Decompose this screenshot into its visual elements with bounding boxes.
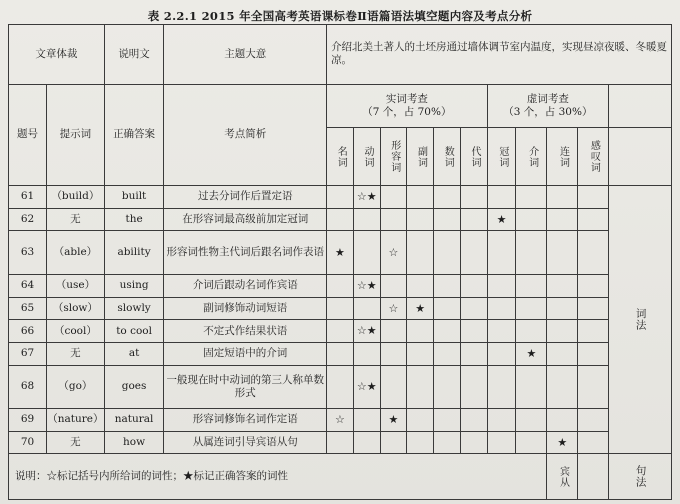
pos-mark-2: ☆ [380,231,407,274]
pos-mark-1 [353,342,380,365]
pos-mark-6 [487,186,516,209]
pos-mark-7 [516,231,547,274]
pos-mark-2 [380,208,407,231]
pos-mark-7 [516,274,547,297]
question-number: 62 [9,208,47,231]
pos-mark-6 [487,231,516,274]
pos-mark-3: ★ [407,297,434,320]
pos-mark-8 [547,186,578,209]
question-number: 63 [9,231,47,274]
pos-mark-1 [353,409,380,432]
hint-word: 无 [47,208,105,231]
pos-mark-1 [353,297,380,320]
pos-mark-1: ☆★ [353,186,380,209]
pos-mark-0 [327,431,354,454]
hint-word: （cool） [47,320,105,343]
pos-mark-5 [460,342,487,365]
pos-header-1: 动词 [353,128,380,186]
pos-mark-7 [516,320,547,343]
pos-mark-8 [547,208,578,231]
correct-answer: at [104,342,164,365]
footer-conj-partial: 宾从 [547,454,578,500]
pos-mark-2 [380,431,407,454]
correct-answer: using [104,274,164,297]
category-word: 词法 [609,186,672,454]
pos-mark-0 [327,365,354,408]
pos-mark-9 [578,274,609,297]
footer-note: 说明：☆标记括号内所给词的词性；★标记正确答案的词性 [9,454,547,500]
blank-header-cell [609,84,672,127]
col-answer-header: 正确答案 [104,84,164,185]
pos-mark-4 [434,431,461,454]
pos-mark-0 [327,297,354,320]
pos-mark-6: ★ [487,208,516,231]
genre-row [9,25,672,85]
pos-mark-5 [460,208,487,231]
question-number: 68 [9,365,47,408]
pos-mark-4 [434,365,461,408]
hint-word: （build） [47,186,105,209]
pos-header-2: 形容词 [380,128,407,186]
col-analysis-header: 考点简析 [164,84,327,185]
pos-mark-2 [380,320,407,343]
pos-mark-6 [487,297,516,320]
analysis-text: 从属连词引导宾语从句 [164,431,327,454]
pos-mark-1 [353,431,380,454]
pos-mark-7 [516,365,547,408]
pos-header-6: 冠词 [487,128,516,186]
pos-mark-6 [487,365,516,408]
pos-mark-2 [380,365,407,408]
pos-header-5: 代词 [460,128,487,186]
pos-mark-1: ☆★ [353,274,380,297]
pos-mark-8 [547,409,578,432]
pos-mark-2 [380,186,407,209]
pos-mark-6 [487,431,516,454]
content-words-title: 实词考查 [385,92,428,105]
pos-mark-3 [407,342,434,365]
correct-answer: slowly [104,297,164,320]
pos-mark-4 [434,274,461,297]
table-row [9,365,672,408]
hint-word: （go） [47,365,105,408]
pos-mark-9 [578,365,609,408]
pos-header-0: 名词 [327,128,354,186]
correct-answer: built [104,186,164,209]
pos-mark-3 [407,231,434,274]
hint-word: （use） [47,274,105,297]
question-number: 70 [9,431,47,454]
analysis-text: 在形容词最高级前加定冠词 [164,208,327,231]
pos-mark-1: ☆★ [353,320,380,343]
pos-mark-9 [578,409,609,432]
pos-mark-3 [407,320,434,343]
pos-mark-0: ★ [327,231,354,274]
pos-mark-3 [407,431,434,454]
col-hint-header: 提示词 [47,84,105,185]
correct-answer: ability [104,231,164,274]
hint-word: （able） [47,231,105,274]
function-words-sub: （3 个，占 30%） [503,106,593,119]
pos-mark-3 [407,365,434,408]
pos-mark-6 [487,274,516,297]
pos-mark-5 [460,231,487,274]
category-row [9,84,672,127]
pos-mark-5 [460,409,487,432]
analysis-text: 副词修饰动词短语 [164,297,327,320]
question-number: 67 [9,342,47,365]
pos-mark-9 [578,186,609,209]
pos-mark-0 [327,320,354,343]
hint-word: （nature） [47,409,105,432]
pos-mark-3 [407,409,434,432]
pos-mark-8 [547,297,578,320]
pos-mark-1 [353,208,380,231]
col-no-header: 题号 [9,84,47,185]
pos-mark-9 [578,342,609,365]
table-row [9,231,672,274]
pos-mark-6 [487,409,516,432]
analysis-text: 介词后跟动名词作宾语 [164,274,327,297]
pos-mark-2 [380,274,407,297]
pos-mark-8 [547,342,578,365]
question-number: 61 [9,186,47,209]
table-row [9,274,672,297]
hint-word: 无 [47,431,105,454]
pos-mark-8 [547,320,578,343]
pos-mark-9 [578,208,609,231]
pos-mark-9 [578,231,609,274]
pos-mark-7 [516,208,547,231]
pos-mark-3 [407,186,434,209]
theme-value: 介绍北美土著人的土坯房通过墙体调节室内温度，实现昼凉夜暖、冬暖夏凉。 [327,25,672,85]
genre-value: 说明文 [104,25,164,85]
correct-answer: how [104,431,164,454]
table-row [9,409,672,432]
pos-mark-2: ☆ [380,297,407,320]
pos-mark-8 [547,365,578,408]
analysis-text: 过去分词作后置定语 [164,186,327,209]
pos-mark-1: ☆★ [353,365,380,408]
pos-mark-7 [516,297,547,320]
table-caption: 表 2.2.1 2015 年全国高考英语课标卷Ⅱ语篇语法填空题内容及考点分析 [147,9,533,23]
pos-mark-1 [353,231,380,274]
pos-mark-9 [578,431,609,454]
pos-mark-9 [578,320,609,343]
pos-mark-7: ★ [516,342,547,365]
pos-mark-4 [434,231,461,274]
pos-mark-4 [434,320,461,343]
pos-mark-0 [327,342,354,365]
question-number: 65 [9,297,47,320]
pos-mark-5 [460,320,487,343]
pos-mark-0 [327,208,354,231]
pos-header-8: 连词 [547,128,578,186]
pos-mark-7 [516,431,547,454]
blank-pos-cell [609,128,672,186]
pos-header-9: 感叹词 [578,128,609,186]
pos-mark-7 [516,409,547,432]
correct-answer: the [104,208,164,231]
pos-header-3: 副词 [407,128,434,186]
correct-answer: goes [104,365,164,408]
table-row [9,431,672,454]
correct-answer: natural [104,409,164,432]
pos-mark-7 [516,186,547,209]
function-words-title: 虚词考查 [526,92,569,105]
analysis-text: 形容词性物主代词后跟名词作表语 [164,231,327,274]
analysis-table [8,24,672,500]
analysis-text: 一般现在时中动词的第三人称单数形式 [164,365,327,408]
function-words-header [487,84,608,127]
theme-label: 主题大意 [164,25,327,85]
pos-header-4: 数词 [434,128,461,186]
pos-mark-4 [434,409,461,432]
analysis-text: 固定短语中的介词 [164,342,327,365]
pos-mark-4 [434,342,461,365]
category-sentence: 句法 [609,454,672,500]
pos-mark-4 [434,186,461,209]
pos-mark-0 [327,186,354,209]
analysis-text: 不定式作结果状语 [164,320,327,343]
question-number: 69 [9,409,47,432]
table-row [9,208,672,231]
genre-label: 文章体裁 [9,25,105,85]
table-row [9,186,672,209]
pos-mark-5 [460,431,487,454]
pos-mark-3 [407,274,434,297]
pos-mark-2 [380,342,407,365]
pos-mark-6 [487,342,516,365]
footer-blank [578,454,609,500]
pos-mark-9 [578,297,609,320]
pos-header-7: 介词 [516,128,547,186]
pos-mark-8 [547,231,578,274]
pos-mark-5 [460,186,487,209]
hint-word: 无 [47,342,105,365]
pos-mark-4 [434,297,461,320]
hint-word: （slow） [47,297,105,320]
pos-mark-5 [460,297,487,320]
table-row [9,342,672,365]
content-words-header [327,84,488,127]
footer-row [9,454,672,500]
question-number: 64 [9,274,47,297]
pos-mark-3 [407,208,434,231]
pos-mark-8: ★ [547,431,578,454]
pos-mark-5 [460,274,487,297]
pos-mark-0 [327,274,354,297]
correct-answer: to cool [104,320,164,343]
analysis-text: 形容词修饰名词作定语 [164,409,327,432]
table-row [9,297,672,320]
content-words-sub: （7 个，占 70%） [362,106,452,119]
pos-mark-8 [547,274,578,297]
pos-mark-4 [434,208,461,231]
table-row [9,320,672,343]
pos-mark-6 [487,320,516,343]
pos-mark-5 [460,365,487,408]
pos-mark-0: ☆ [327,409,354,432]
pos-mark-2: ★ [380,409,407,432]
question-number: 66 [9,320,47,343]
